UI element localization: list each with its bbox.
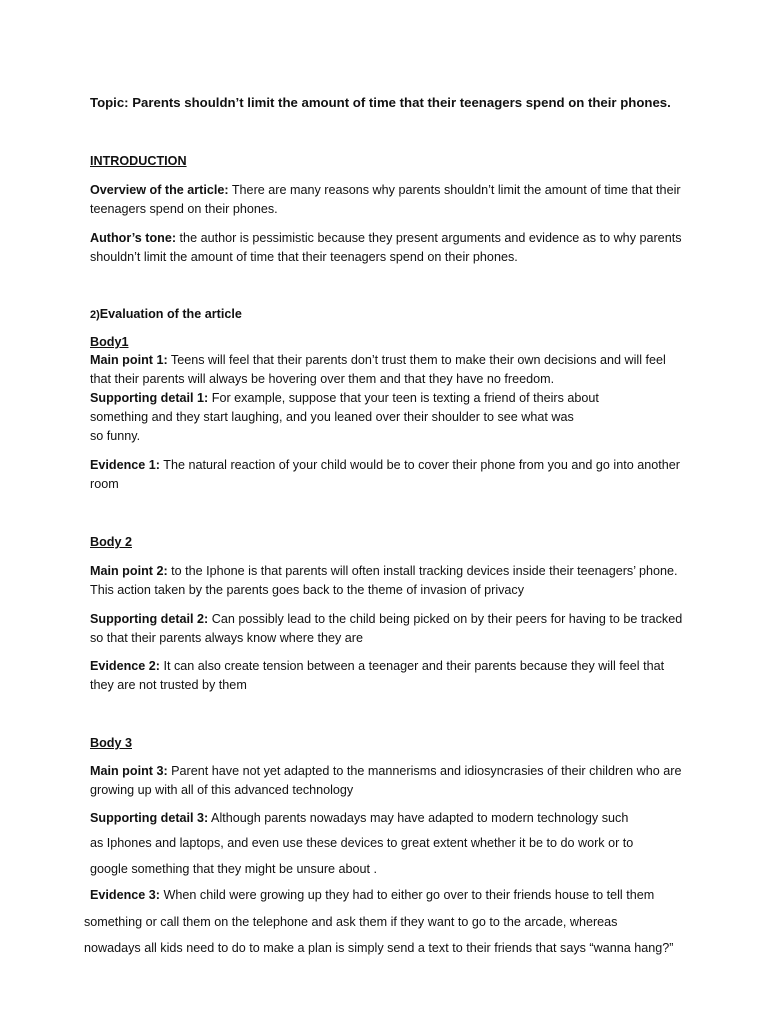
overview-paragraph bbox=[90, 181, 690, 218]
tone-paragraph bbox=[90, 229, 690, 266]
body1-main-point bbox=[90, 351, 690, 388]
evaluation-title: Evaluation of the article bbox=[99, 307, 242, 321]
body1-support-text-1: For example, suppose that your teen is texting a friend of theirs about bbox=[208, 391, 599, 405]
body3-main-text: Parent have not yet adapted to the mannerisms and idiosyncrasies of their children who are growing up with all of this advanced technology bbox=[90, 764, 682, 797]
overview-label: Overview of the article: bbox=[90, 183, 229, 197]
body1-main-text: Teens will feel that their parents don’t trust them to make their own decisions and will feel that their parents will always be hovering over them and that they have no freedom. bbox=[90, 353, 666, 386]
body1-supporting-line-3: so funny. bbox=[90, 429, 141, 443]
evaluation-heading bbox=[90, 305, 690, 325]
evaluation-number: 2) bbox=[90, 309, 100, 321]
overview-text: There are many reasons why parents shouldn’t limit the amount of time that their teenagers spend on their phones. bbox=[90, 183, 681, 216]
body3-supporting-line-1 bbox=[90, 809, 690, 828]
body2-evidence-text: It can also create tension between a teenager and their parents because they will feel that they are not trusted by them bbox=[90, 659, 665, 692]
body1-evidence bbox=[90, 456, 690, 493]
body1-evidence-label: Evidence 1: bbox=[90, 458, 160, 472]
topic-heading: Topic: Parents shouldn’t limit the amount of time that their teenagers spend on their phones. bbox=[90, 95, 671, 110]
body2-support-text: Can possibly lead to the child being picked on by their peers for having to be tracked so that their parents always know where they are bbox=[90, 612, 683, 645]
tone-label: Author’s tone: bbox=[90, 231, 177, 245]
tone-text: the author is pessimistic because they present arguments and evidence as to why parents shouldn’t limit the amount of time that their teenagers spend on their phones. bbox=[90, 231, 682, 264]
body1-support-label: Supporting detail 1: bbox=[90, 391, 209, 405]
body3-evidence-line-1 bbox=[90, 886, 690, 905]
introduction-heading: INTRODUCTION bbox=[90, 154, 187, 168]
body2-evidence bbox=[90, 657, 690, 694]
body3-evidence-line-2: something or call them on the telephone and ask them if they want to go to the arcade, whereas bbox=[84, 915, 618, 929]
body1-heading: Body1 bbox=[90, 335, 129, 349]
body3-supporting-line-2: as Iphones and laptops, and even use these devices to great extent whether it be to do work or to bbox=[90, 836, 634, 850]
body2-heading: Body 2 bbox=[90, 535, 132, 549]
body3-evidence-text-1: When child were growing up they had to either go over to their friends house to tell them bbox=[160, 888, 655, 902]
body3-evidence-label: Evidence 3: bbox=[90, 888, 160, 902]
body2-main-point bbox=[90, 562, 690, 599]
body3-evidence-line-3: nowadays all kids need to do to make a plan is simply send a text to their friends that says “wanna hang?” bbox=[84, 941, 674, 955]
body1-evidence-text: The natural reaction of your child would be to cover their phone from you and go into another room bbox=[90, 458, 680, 491]
body2-evidence-label: Evidence 2: bbox=[90, 659, 160, 673]
body1-supporting-line-1 bbox=[90, 389, 690, 408]
body2-main-text: to the Iphone is that parents will often install tracking devices inside their teenagers’ phone. This action taken by the parents goes back to the theme of invasion of privacy bbox=[90, 564, 678, 597]
body2-supporting-detail bbox=[90, 610, 690, 647]
body2-support-label: Supporting detail 2: bbox=[90, 612, 209, 626]
body1-supporting-line-2: something and they start laughing, and you leaned over their shoulder to see what was bbox=[90, 410, 574, 424]
body3-supporting-line-3: google something that they might be unsure about . bbox=[90, 862, 378, 876]
body2-main-label: Main point 2: bbox=[90, 564, 168, 578]
body1-main-label: Main point 1: bbox=[90, 353, 168, 367]
body3-main-point bbox=[90, 762, 690, 799]
body3-support-text-1: Although parents nowadays may have adapted to modern technology such bbox=[208, 811, 629, 825]
body3-heading: Body 3 bbox=[90, 736, 132, 750]
body3-main-label: Main point 3: bbox=[90, 764, 168, 778]
body3-support-label: Supporting detail 3: bbox=[90, 811, 209, 825]
